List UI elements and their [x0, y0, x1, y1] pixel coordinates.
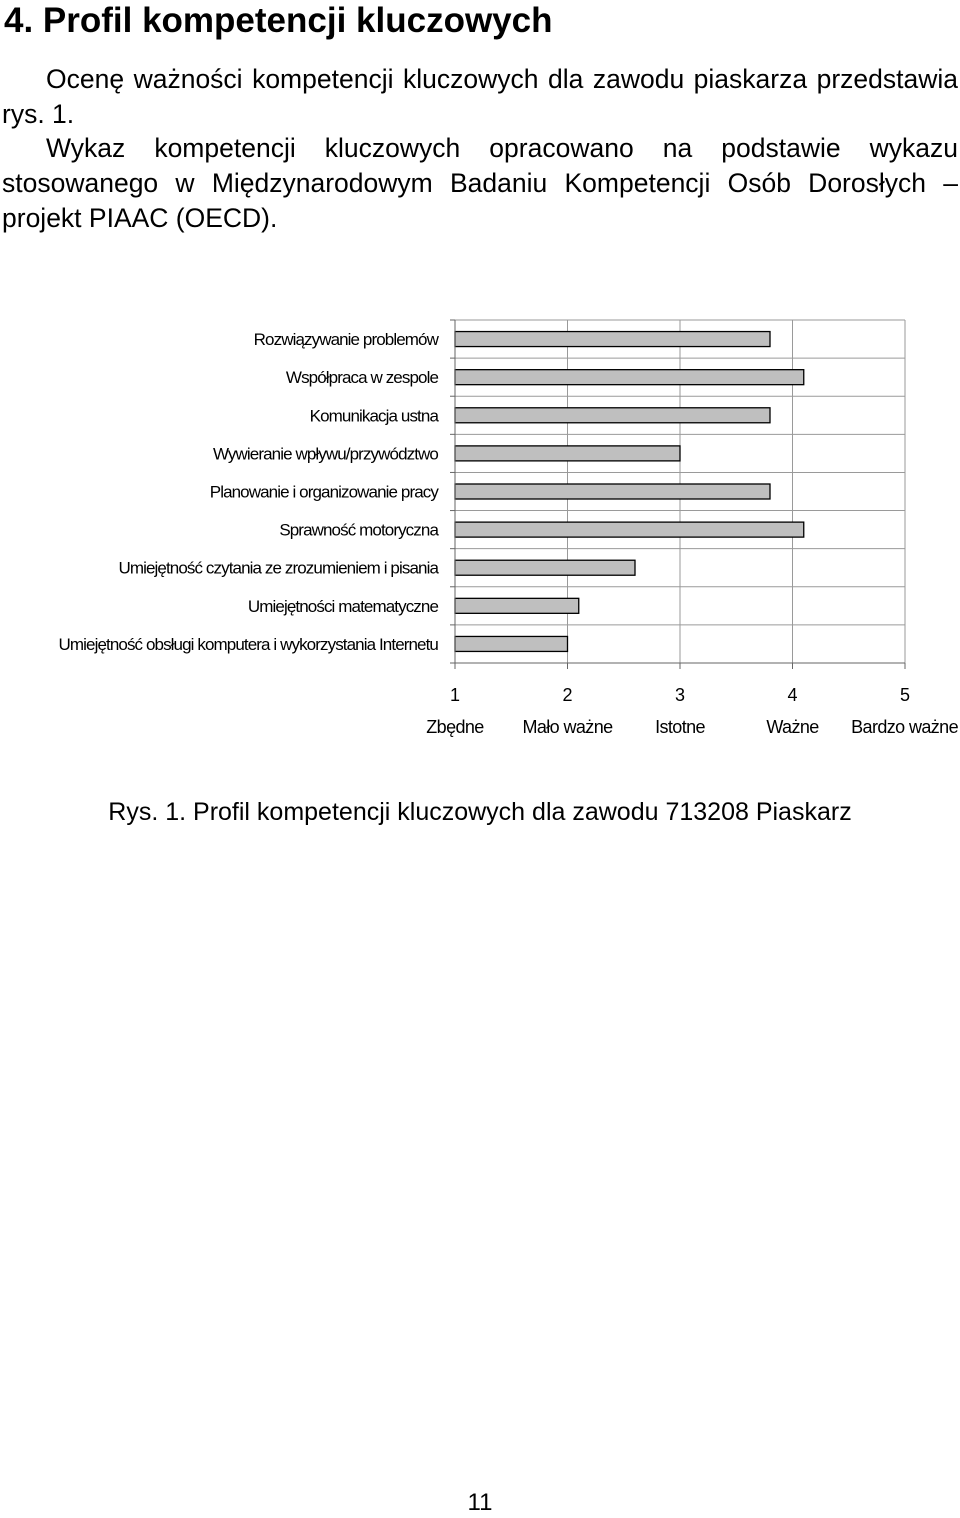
category-label: Rozwiązywanie problemów: [253, 330, 438, 350]
x-category-label: Mało ważne: [522, 717, 613, 737]
category-label: Współpraca w zespole: [285, 368, 438, 388]
category-label: Komunikacja ustna: [309, 406, 438, 426]
x-tick-label: 3: [674, 685, 686, 705]
category-label: Sprawność motoryczna: [279, 520, 438, 540]
bar-4: [455, 446, 680, 461]
category-label: Planowanie i organizowanie pracy: [209, 482, 438, 502]
x-tick-label: 4: [787, 685, 798, 705]
category-label: Umiejętność czytania ze zrozumieniem i pisania: [118, 558, 438, 578]
source-paragraph: Wykaz kompetencji kluczowych opracowano na podstawie wykazu stosowanego w Międzynarodowym Badaniu Kompetencji Osób Dorosłych – projekt PIAAC (OECD).: [2, 133, 958, 233]
competency-bar-chart: [0, 300, 960, 750]
bar-7: [455, 560, 635, 575]
bar-6: [455, 522, 804, 537]
bar-8: [455, 598, 579, 613]
bar-1: [455, 332, 770, 347]
x-tick-label: 2: [562, 685, 573, 705]
bar-5: [455, 484, 770, 499]
intro-paragraph: Ocenę ważności kompetencji kluczowych dla zawodu piaskarza przedstawia rys. 1.: [2, 64, 958, 129]
x-tick-label: 5: [899, 685, 911, 705]
x-category-label: Ważne: [766, 717, 819, 737]
x-category-label: Istotne: [655, 717, 705, 737]
chart-bars: [455, 332, 804, 652]
x-category-label: Zbędne: [426, 717, 484, 737]
page-number: 11: [467, 1489, 493, 1516]
bar-9: [455, 636, 568, 651]
category-label: Umiejętność obsługi komputera i wykorzystania Internetu: [58, 634, 438, 654]
category-label: Umiejętności matematyczne: [247, 596, 438, 616]
section-heading: 4. Profil kompetencji kluczowych: [4, 1, 553, 40]
bar-3: [455, 408, 770, 423]
figure-caption: Rys. 1. Profil kompetencji kluczowych dla zawodu 713208 Piaskarz: [108, 798, 852, 826]
x-tick-label: 1: [449, 685, 461, 705]
bar-2: [455, 370, 804, 385]
category-label: Wywieranie wpływu/przywództwo: [212, 444, 438, 464]
x-category-label: Bardzo ważne: [851, 717, 958, 737]
